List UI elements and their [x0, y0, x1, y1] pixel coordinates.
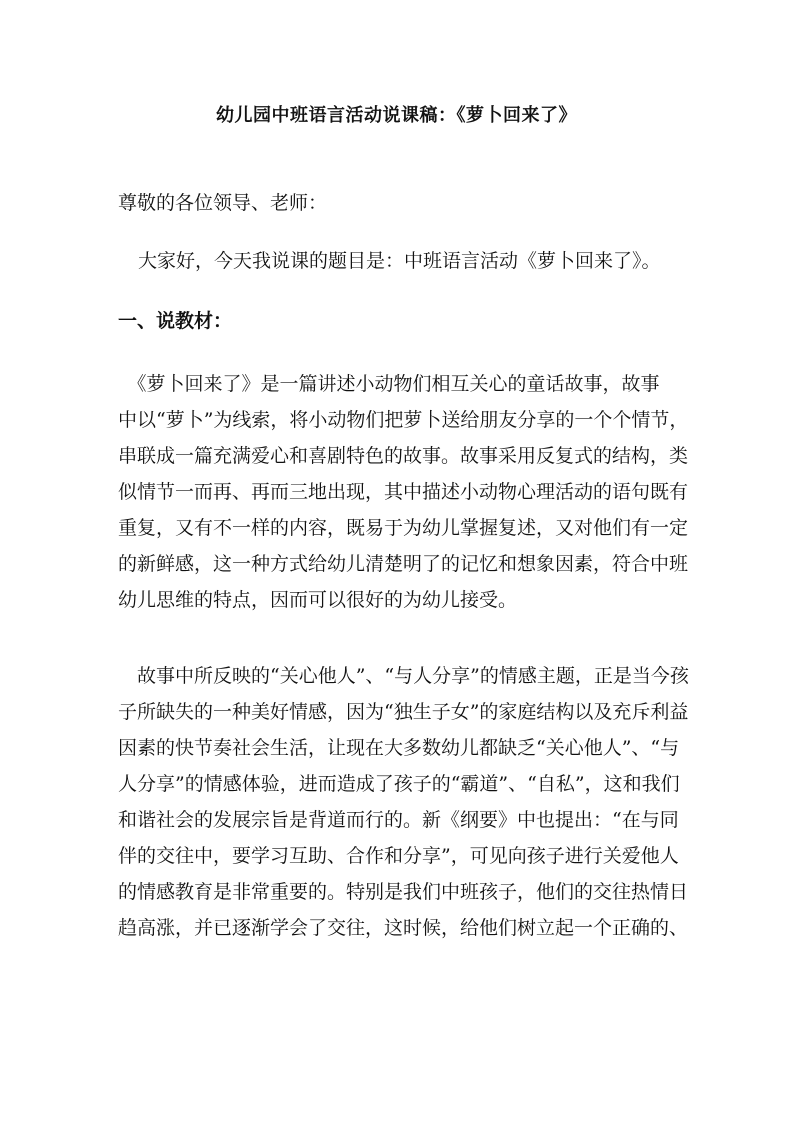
- paragraph-line: 故事中所反映的“关心他人”、“与人分享”的情感主题，正是当今孩: [118, 665, 689, 687]
- paragraph-emotional-theme: [118, 658, 689, 946]
- paragraph-line: 的情感教育是非常重要的。特别是我们中班孩子，他们的交往热情日: [118, 881, 689, 903]
- paragraph-line: 重复，又有不一样的内容，既易于为幼儿掌握复述，又对他们有一定: [118, 517, 689, 539]
- paragraph-line: 子所缺失的一种美好情感，因为“独生子女”的家庭结构以及充斥利益: [118, 701, 689, 723]
- section-heading-teaching-material: 一、说教材：: [118, 310, 233, 332]
- paragraph-line: 和谐社会的发展宗旨是背道而行的。新《纲要》中也提出：“在与同: [118, 809, 679, 831]
- document-title: 幼儿园中班语言活动说课稿：《萝卜回来了》: [216, 105, 577, 126]
- paragraph-line: 串联成一篇充满爱心和喜剧特色的故事。故事采用反复式的结构，类: [118, 445, 689, 467]
- greeting-text: 尊敬的各位领导、老师：: [118, 192, 328, 214]
- paragraph-line: 因素的快节奏社会生活，让现在大多数幼儿都缺乏“关心他人”、“与: [118, 737, 680, 759]
- paragraph-line: 的新鲜感，这一种方式给幼儿清楚明了的记忆和想象因素，符合中班: [118, 553, 689, 575]
- paragraph-line: 人分享”的情感体验，进而造成了孩子的“霸道”、“自私”，这和我们: [118, 773, 680, 795]
- paragraph-line: 趋高涨，并已逐渐学会了交往，这时候，给他们树立起一个正确的、: [118, 917, 689, 939]
- paragraph-line: 伴的交往中，要学习互助、合作和分享”，可见向孩子进行关爱他人: [118, 845, 679, 867]
- paragraph-line: 中以“萝卜”为线索，将小动物们把萝卜送给朋友分享的一个个情节，: [118, 409, 689, 431]
- paragraph-line: 似情节一而再、再而三地出现，其中描述小动物心理活动的语句既有: [118, 481, 689, 503]
- paragraph-story-description: [118, 366, 689, 618]
- paragraph-line: 《萝卜回来了》是一篇讲述小动物们相互关心的童话故事，故事: [118, 373, 660, 395]
- intro-text: 大家好，今天我说课的题目是：中班语言活动《萝卜回来了》。: [138, 250, 661, 272]
- paragraph-line: 幼儿思维的特点，因而可以很好的为幼儿接受。: [118, 589, 518, 611]
